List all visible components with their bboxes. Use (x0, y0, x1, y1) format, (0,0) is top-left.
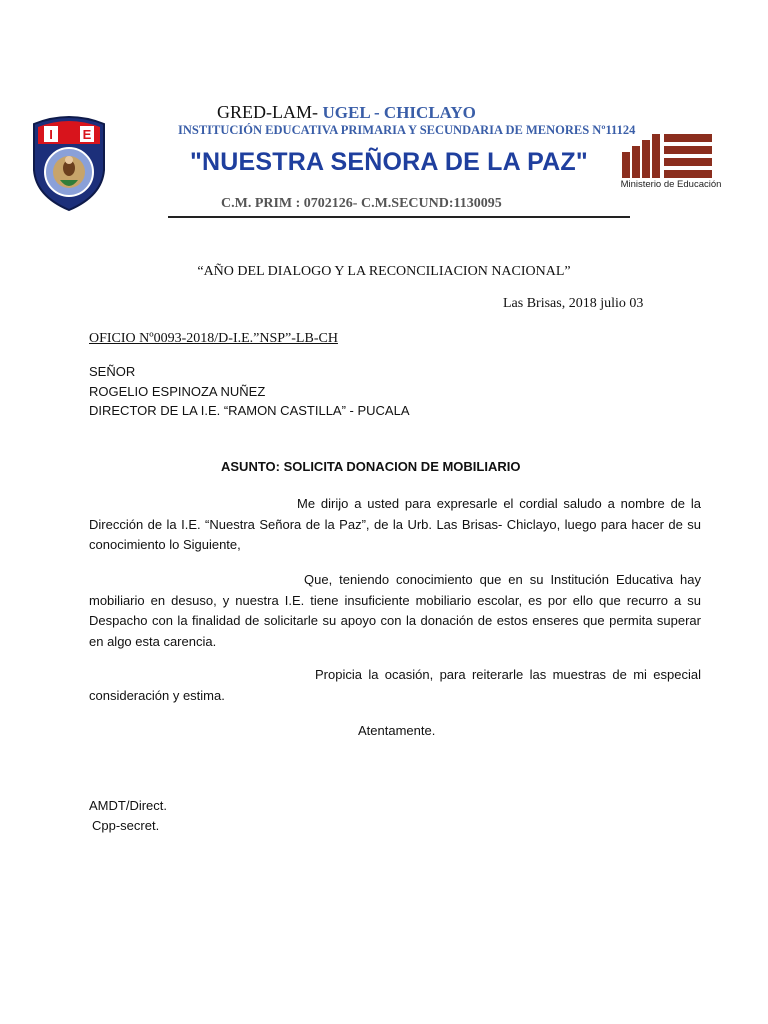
crest-letter-i: I (49, 127, 53, 142)
modular-codes: C.M. PRIM : 0702126- C.M.SECUND:1130095 (221, 196, 502, 211)
signature-line-secretary: Cpp-secret. (92, 818, 160, 833)
reference-number: OFICIO Nº0093-2018/D-I.E.”NSP”-LB-CH (89, 331, 338, 346)
signature-line-director: AMDT/Direct. (89, 798, 167, 813)
subject-line: ASUNTO: SOLICITA DONACION DE MOBILIARIO (221, 459, 521, 474)
letter-date: Las Brisas, 2018 julio 03 (503, 296, 644, 311)
year-motto: “AÑO DEL DIALOGO Y LA RECONCILIACION NACIONAL” (197, 264, 571, 279)
header-city: CHICLAYO (383, 103, 476, 122)
crest-letter-e: E (82, 127, 92, 142)
header-separator: - (369, 103, 384, 122)
institution-name: INSTITUCIÓN EDUCATIVA PRIMARIA Y SECUNDARIA DE MENORES Nº11124 (178, 123, 636, 137)
recipient-name: ROGELIO ESPINOZA NUÑEZ (89, 384, 266, 399)
paragraph-greeting (89, 494, 701, 556)
paragraph-farewell (89, 665, 701, 706)
paragraph-request (89, 570, 701, 652)
recipient-title: SEÑOR (89, 364, 136, 379)
school-name-title: "NUESTRA SEÑORA DE LA PAZ" (190, 148, 588, 176)
paragraph-request-text: Que, teniendo conocimiento que en su Institución Educativa hay mobiliario en desuso, y nuestra I.E. tiene insuficiente mobiliario escolar, es por ello que recurro a su Despacho con la finalidad de solicitarle su apoyo con la donación de estos enseres que permita superar en algo esta carencia. (89, 572, 701, 649)
paragraph-greeting-text: Me dirijo a usted para expresarle el cordial saludo a nombre de la Dirección de la I.E. “Nuestra Señora de la Paz”, de la Urb. Las Brisas- Chiclayo, luego para hacer de su conocimiento lo Siguiente, (89, 496, 701, 552)
header-ugel: UGEL (322, 103, 370, 122)
closing-text: Atentamente. (358, 723, 436, 738)
paragraph-farewell-text: Propicia la ocasión, para reiterarle las muestras de mi especial consideración y estima. (89, 667, 701, 703)
header-divider (168, 216, 630, 218)
school-crest-logo (30, 114, 108, 212)
header-line-gred (217, 102, 476, 123)
header-gred-prefix: GRED-LAM- (217, 102, 323, 122)
recipient-position: DIRECTOR DE LA I.E. “RAMON CASTILLA” - PUCALA (89, 403, 410, 418)
ministry-label: Ministerio de Educación (620, 179, 722, 190)
